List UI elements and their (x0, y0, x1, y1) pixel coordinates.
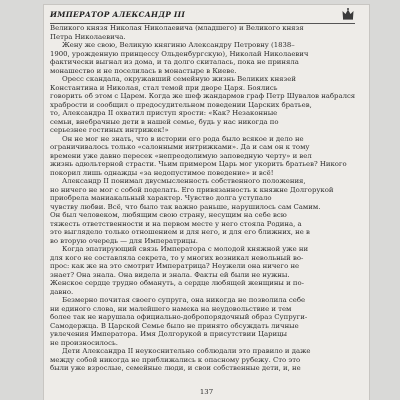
text-line: Самодержца. В Царской Семье было не принято обсуждать личные (50, 321, 299, 330)
text-line: ограничивалось только «салонными интрижками». Да и сам он к тому (50, 143, 310, 151)
text-line: знает? Она знала. Она видела и знала. Факты ей были не нужны. (50, 270, 290, 279)
text-line: монашество и не поселилась в монастыре в Киеве. (50, 66, 237, 75)
text-line: прос: как же на это смотрит Императрица? Неужели она ничего не (50, 262, 300, 270)
text-line: говорить об этом с Царем. Когда же шеф жандармов граф Петр Шувалов набрался (50, 92, 355, 100)
running-header (50, 10, 355, 24)
text-line: то, Александра II охватил приступ ярости: «Как? Незаконные (50, 109, 278, 117)
text-line: Дети Александра II неукоснительно соблюдали это правило и даже (62, 347, 311, 355)
text-line: серьезнее гостиных интрижек!» (50, 126, 169, 134)
text-line: 1900, урожденную принцессу Ольденбургскую), Николай Николаевич (50, 49, 309, 58)
page-text (50, 24, 355, 373)
text-line: жизнь адюльтерной страсти. Чьим примером Царь мог укорить братьев? Никого (50, 160, 347, 168)
text-line: приобрела маниакальный характер. Чувство долга уступало (50, 194, 272, 202)
text-line: времени уже давно пересек «непреодолимую заповедную черту» и вел (50, 151, 312, 160)
text-line: чувству любви. Всё, что было так важно раньше, нарушилось сам Самим. (50, 202, 321, 211)
page-number: 137 (199, 388, 214, 396)
text-line: были уже взрослые, семейные люди, и свои собственные дети, и, не (50, 364, 301, 372)
text-line: это выглядело только отношением и для него, и для его ближних, не в (50, 228, 310, 236)
book-page (44, 5, 369, 400)
text-line: Великого князя Николая Николаевича (младшего) и Великого князя (50, 24, 304, 32)
text-line: не произносилось. (50, 338, 118, 347)
text-line: увлечения Императора. Имя Долгорукой в присутствии Царицы (50, 330, 288, 338)
text-line: более так не нарушала официально-добропорядочный образ Супруги- (50, 313, 308, 321)
text-line: давно. (50, 287, 74, 296)
text-line: храбрости и сообщил о предосудительном поведении Царских братьев, (50, 100, 312, 109)
text-line: Он был человеком, любящим свою страну, несущим на себе всю (50, 211, 287, 219)
text-line: тяжесть ответственности и на первом месте у него стояла Родина, а (50, 219, 302, 228)
text-line: для кого не составляла секрета, то у многих возникал невольный во- (50, 253, 304, 262)
text-line: но ничего не мог с собой поделать. Его привязанность к княжне Долгорукой (50, 185, 334, 194)
text-line: Константина и Николая, стал темой при дворе Царя. Боялись (50, 83, 278, 92)
crown-icon (341, 7, 355, 21)
text-line: фактически выгнал из дома, и та долго скиталась, пока не приняла (50, 58, 299, 66)
text-line: Женское сердце трудно обмануть, а сердце любящей женщины и по- (50, 279, 304, 287)
text-line: ни единого слова, ни малейшего намека на неудовольствие и тем (50, 304, 292, 313)
text-line: Безмерно почитая своего супруга, она никогда не позволила себе (62, 296, 306, 304)
text-line: семьи, внебрачные дети в нашей семье, будь у нас никогда по (50, 117, 279, 126)
text-line: Петра Николаевича. (50, 32, 126, 41)
running-header-title: ИМПЕРАТОР АЛЕКСАНДР III (50, 10, 186, 19)
text-line: покорил лишь однажды «за недопустимое поведение» и всё! (50, 168, 274, 177)
text-line: Александр II понимал двусмысленность собственного положения, (62, 177, 306, 185)
text-line: Оресс скандала, окружавший семейную жизнь Великих князей (62, 75, 296, 83)
text-line: между собой никогда не приближались к опасному рубежу. Сто это (50, 355, 301, 364)
text-line: Когда эпатирующий связь Императора с молодой княжной уже ни (62, 245, 309, 253)
text-line: во вторую очередь — для Императрицы. (50, 236, 198, 245)
text-line: Жену же свою, Великую княгиню Александру Петровну (1838– (62, 41, 295, 49)
text-line: Он не мог не знать, что в истории его рода было всякое и дело не (62, 134, 304, 143)
